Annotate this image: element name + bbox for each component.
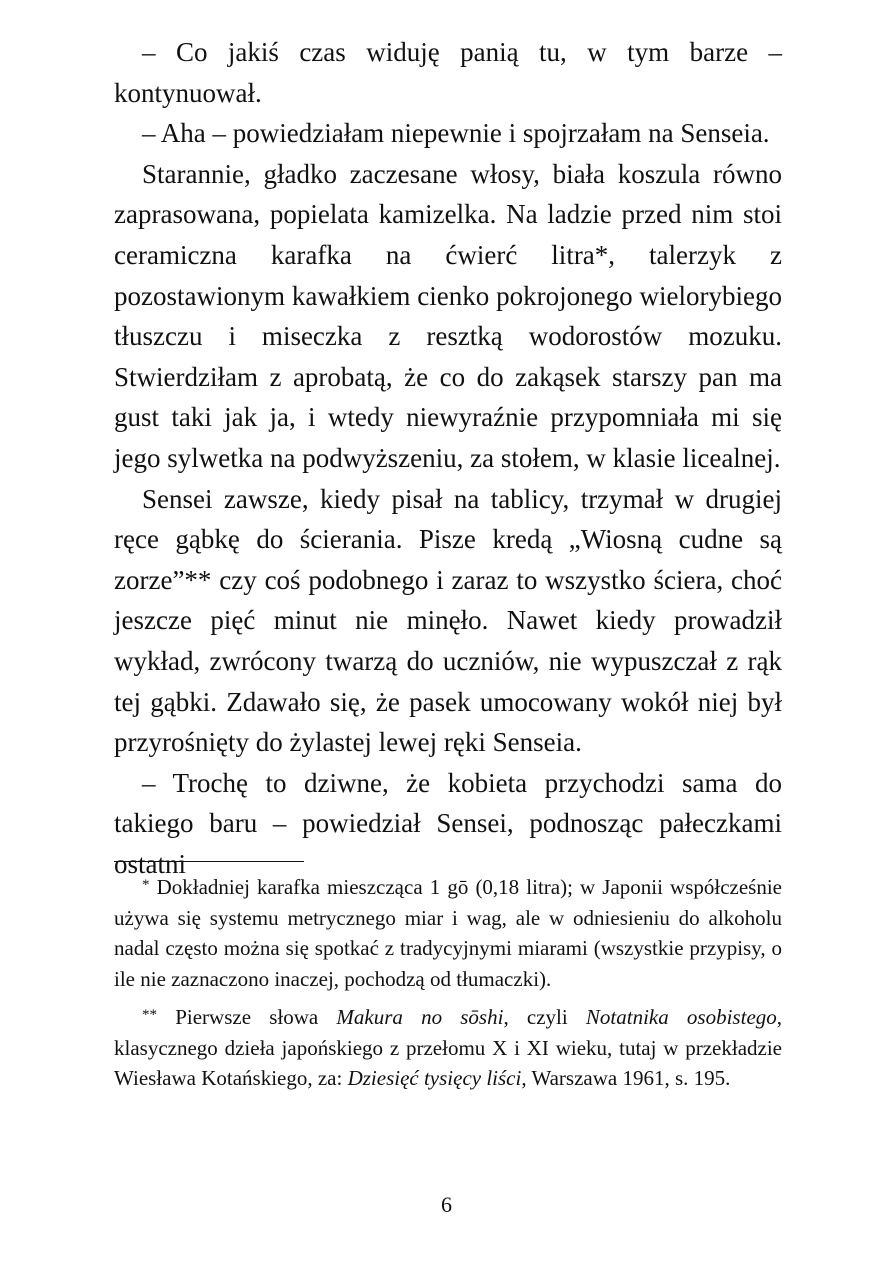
paragraph: – Trochę to dziwne, że kobieta przychodzi sama do takiego baru – powiedział Sensei, podnosząc pałeczkami ostatni: [114, 767, 782, 879]
footnote-separator: [114, 861, 304, 862]
footnote-title: Notatnika osobistego: [585, 1005, 777, 1029]
footnote-text: , czyli: [503, 1005, 586, 1029]
main-text: [114, 32, 782, 884]
footnote-text: Pierwsze słowa: [175, 1005, 337, 1029]
footnote-title: Dziesięć tysięcy liści: [347, 1066, 522, 1090]
footnotes: [114, 872, 782, 1102]
footnote: [114, 1002, 782, 1094]
footnote: [114, 872, 782, 994]
footnote-mark: **: [142, 1007, 157, 1023]
paragraph: Sensei zawsze, kiedy pisał na tablicy, trzymał w drugiej ręce gąbkę do ścierania. Pisze kredą „Wiosną cudne są zorze”** czy coś podobnego i zaraz to wszystko ściera, choć jeszcze pięć minut nie minęło. Nawet kiedy prowadził wykład, zwrócony twarzą do uczniów, nie wypuszczał z rąk tej gąbki. Zdawało się, że pasek umocowany wokół niej był przyrośnięty do żylastej lewej ręki Senseia.: [114, 483, 782, 758]
paragraph: – Co jakiś czas widuję panią tu, w tym barze – kontynuował.: [114, 37, 782, 108]
paragraph: Starannie, gładko zaczesane włosy, biała koszula równo zaprasowana, popielata kamizelka. Na ladzie przed nim stoi ceramiczna karafka na ćwierć litra*, talerzyk z pozostawionym kawałkiem cienko pokrojonego wielorybiego tłuszczu i miseczka z resztką wodorostów mozuku. Stwierdziłam z aprobatą, że co do zakąsek starszy pan ma gust taki jak ja, i wtedy niewyraźnie przypomniała mi się jego sylwetka na podwyższeniu, za stołem, w klasie licealnej.: [114, 158, 782, 473]
footnote-title: Makura no sōshi: [336, 1005, 504, 1029]
footnote-text: , klasycznego dzieła japońskiego z przełomu X i XI wieku, tutaj w przekładzie Wiesława Kotańskiego, za:: [114, 1005, 783, 1090]
page-number: 6: [441, 1192, 452, 1217]
footnote-text: , Warszawa 1961, s. 195.: [521, 1066, 731, 1090]
footnote-text: Dokładniej karafka mieszcząca 1 gō (0,18 litra); w Japonii współcześnie używa się systemu metrycznego miar i wag, ale w odniesieniu do alkoholu nadal często można się spotkać z tradycyjnymi miarami (wszystkie przypisy, o ile nie zaznaczono inaczej, pochodzą od tłumaczki).: [114, 875, 783, 991]
footnote-mark: *: [142, 877, 150, 893]
paragraph: – Aha – powiedziałam niepewnie i spojrzałam na Senseia.: [142, 118, 770, 149]
